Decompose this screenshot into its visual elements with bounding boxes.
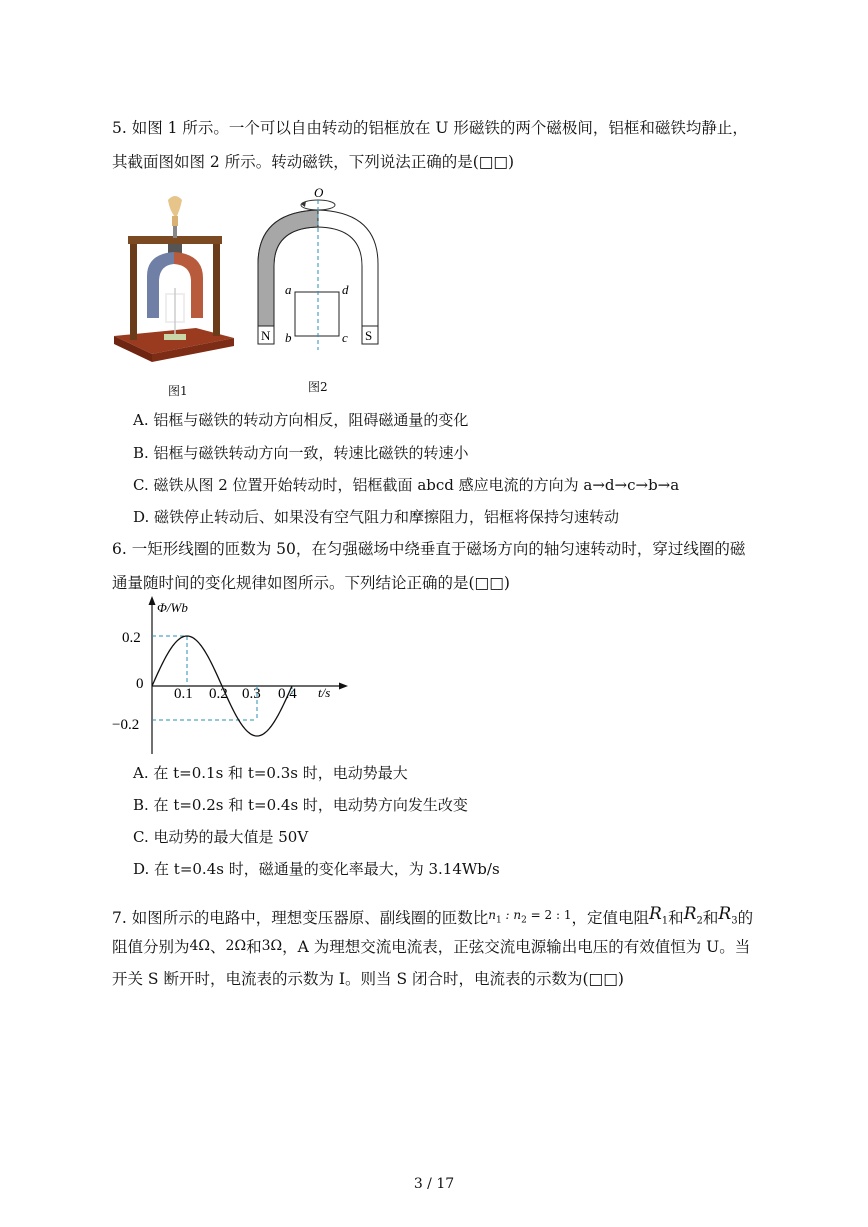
q7-text-2b: ，A 为理想交流电流表，正弦交流电源输出电压的有效值恒为 U。当 bbox=[282, 938, 751, 956]
south-pole-label: S bbox=[365, 328, 373, 343]
q5-option-a[interactable]: A. 铝框与磁铁的转动方向相反，阻碍磁通量的变化 bbox=[133, 411, 469, 429]
q7-and3: 和 bbox=[246, 938, 262, 956]
q7-r1: $R_1$ bbox=[648, 904, 669, 927]
q7-stem-line2 bbox=[112, 935, 750, 958]
x-tick-label-0.4: 0.4 bbox=[278, 686, 297, 702]
q6-stem-line1: 6. 一矩形线圈的匝数为 50，在匀强磁场中绕垂直于磁场方向的轴匀速转动时，穿过线圈的磁 bbox=[112, 540, 746, 558]
q7-r3: $R_3$ bbox=[718, 904, 738, 927]
q5-figure2-section bbox=[250, 180, 390, 352]
axis-label: O bbox=[314, 185, 324, 200]
q6-option-b[interactable]: B. 在 t=0.2s 和 t=0.4s 时，电动势方向发生改变 bbox=[133, 796, 468, 814]
q6-option-d[interactable]: D. 在 t=0.4s 时，磁通量的变化率最大，为 3.14Wb/s bbox=[133, 860, 500, 878]
corner-a-label: a bbox=[285, 282, 292, 297]
q5-option-c[interactable]: C. 磁铁从图 2 位置开始转动时，铝框截面 abcd 感应电流的方向为 a→d→c→b→a bbox=[133, 476, 680, 494]
q5-figure1-apparatus bbox=[110, 188, 238, 368]
q5-option-d[interactable]: D. 磁铁停止转动后、如果没有空气阻力和摩擦阻力，铝框将保持匀速转动 bbox=[133, 508, 620, 526]
y-tick-label-top: 0.2 bbox=[122, 630, 141, 646]
x-axis-label: t/s bbox=[318, 685, 331, 700]
y-tick-label-bottom: −0.2 bbox=[112, 717, 140, 733]
q6-option-a[interactable]: A. 在 t=0.1s 和 t=0.3s 时，电动势最大 bbox=[133, 764, 408, 782]
q6-option-c[interactable]: C. 电动势的最大值是 50V bbox=[133, 828, 309, 846]
q7-text-1a: 7. 如图所示的电路中，理想变压器原、副线圈的匝数比 bbox=[112, 909, 489, 927]
q5-figure2-caption: 图2 bbox=[308, 380, 328, 394]
x-tick-label-0.3: 0.3 bbox=[242, 686, 261, 702]
origin-label: 0 bbox=[136, 676, 144, 692]
q7-n1: n1 : n2 = 2 : 1 bbox=[488, 908, 572, 926]
q7-and2: 和 bbox=[702, 909, 719, 927]
q7-value-r2: 2Ω bbox=[225, 938, 247, 954]
x-tick-label-0.2: 0.2 bbox=[209, 686, 228, 702]
page-number: 3 / 17 bbox=[413, 1176, 455, 1192]
q7-value-r3: 3Ω bbox=[261, 938, 283, 954]
q6-stem-line2: 通量随时间的变化规律如图所示。下列结论正确的是(□□) bbox=[112, 574, 510, 592]
q7-stem-line1 bbox=[112, 903, 753, 932]
corner-d-label: d bbox=[342, 282, 349, 297]
q7-stem-line3: 开关 S 断开时，电流表的示数为 I。则当 S 闭合时，电流表的示数为(□□) bbox=[112, 970, 624, 988]
x-tick-label-0.1: 0.1 bbox=[174, 686, 193, 702]
q7-value-r1: 4Ω bbox=[189, 938, 211, 954]
q7-text-1c: 的 bbox=[737, 909, 754, 927]
q7-sep: 、 bbox=[210, 938, 226, 956]
q6-flux-chart bbox=[110, 594, 350, 756]
q7-text-2a: 阻值分别为 bbox=[112, 938, 190, 956]
q7-text-1b: ，定值电阻 bbox=[571, 909, 649, 927]
north-pole-label: N bbox=[261, 328, 271, 343]
q7-r2: $R_2$ bbox=[683, 904, 703, 927]
corner-c-label: c bbox=[342, 330, 348, 345]
y-axis-label: Φ/Wb bbox=[157, 600, 188, 615]
x-axis-arrow bbox=[339, 683, 348, 690]
q7-and1: 和 bbox=[668, 909, 684, 927]
q5-stem-line2: 其截面图如图 2 所示。转动磁铁，下列说法正确的是(□□) bbox=[112, 153, 515, 171]
corner-b-label: b bbox=[285, 330, 292, 345]
q5-figure1-caption: 图1 bbox=[168, 384, 188, 398]
y-axis-arrow bbox=[149, 596, 156, 605]
q5-option-b[interactable]: B. 铝框与磁铁转动方向一致，转速比磁铁的转速小 bbox=[133, 444, 469, 462]
q5-stem-line1: 5. 如图 1 所示。一个可以自由转动的铝框放在 U 形磁铁的两个磁极间，铝框和磁铁均静止， bbox=[112, 119, 748, 137]
